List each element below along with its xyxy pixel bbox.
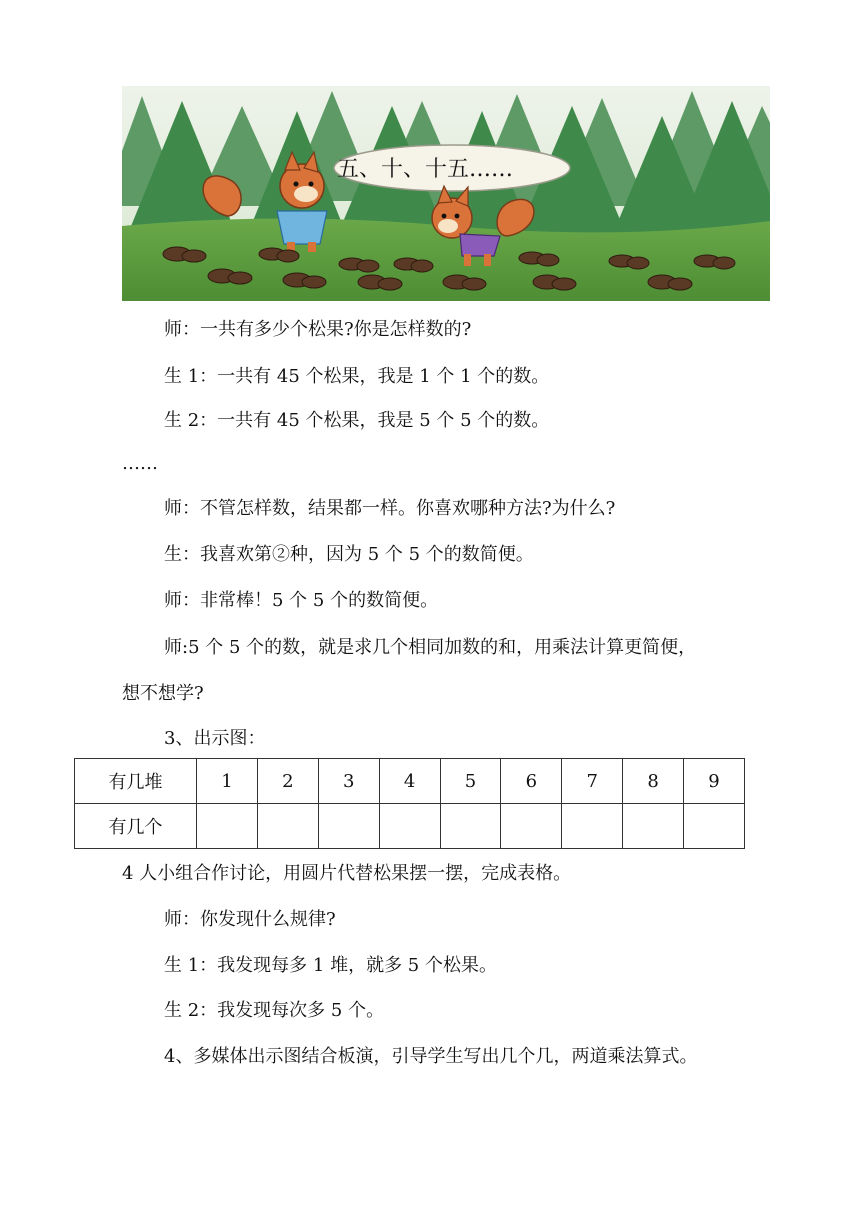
table-cell-empty: [623, 804, 684, 849]
table-cell-empty: [379, 804, 440, 849]
paragraph-multimedia-step: 4、多媒体出示图结合板演，引导学生写出几个几，两道乘法算式。: [164, 1046, 698, 1067]
forest-illustration: [122, 86, 770, 301]
table-cell: 4: [379, 759, 440, 804]
paragraph-student-preference: 生：我喜欢第②种，因为 5 个 5 个的数简便。: [164, 544, 534, 565]
table-cell-empty: [562, 804, 623, 849]
table-cell: 9: [684, 759, 745, 804]
table-cell: 3: [318, 759, 379, 804]
paragraph-show-figure: 3、出示图：: [164, 728, 266, 749]
paragraph-teacher-compare: 师：不管怎样数，结果都一样。你喜欢哪种方法?为什么?: [164, 498, 616, 519]
table-cell: 2: [257, 759, 318, 804]
paragraph-student2-pattern: 生 2：我发现每次多 5 个。: [164, 1000, 385, 1021]
paragraph-teacher-multiplication-cont: 想不想学?: [122, 683, 204, 704]
paragraph-teacher-multiplication: 师:5 个 5 个的数，就是求几个相同加数的和，用乘法计算更简便，: [164, 637, 697, 658]
pinecone-count-table: [74, 758, 745, 849]
table-cell: 8: [623, 759, 684, 804]
paragraph-ellipsis: ……: [122, 453, 158, 474]
table-cell-empty: [197, 804, 258, 849]
table-cell-empty: [257, 804, 318, 849]
table-cell-empty: [318, 804, 379, 849]
paragraph-student1-answer: 生 1：一共有 45 个松果，我是 1 个 1 个的数。: [164, 366, 550, 387]
table-cell: 6: [501, 759, 562, 804]
speech-bubble-text: 五、十、十五……: [337, 157, 514, 182]
table-row: [75, 759, 745, 804]
paragraph-student1-pattern: 生 1：我发现每多 1 堆，就多 5 个松果。: [164, 955, 497, 976]
table-cell-empty: [501, 804, 562, 849]
paragraph-teacher-pattern: 师：你发现什么规律?: [164, 909, 336, 930]
table-cell-empty: [684, 804, 745, 849]
paragraph-student2-answer: 生 2：一共有 45 个松果，我是 5 个 5 个的数。: [164, 410, 550, 431]
table-row: [75, 804, 745, 849]
table-cell: 7: [562, 759, 623, 804]
table-header-count: 有几个: [75, 804, 197, 849]
paragraph-teacher-praise: 师：非常棒！5 个 5 个的数简便。: [164, 590, 439, 611]
paragraph-group-task: 4 人小组合作讨论，用圆片代替松果摆一摆，完成表格。: [122, 863, 572, 884]
table-cell: 5: [440, 759, 501, 804]
speech-bubble: [334, 145, 570, 191]
table-cell-empty: [440, 804, 501, 849]
paragraph-teacher-question: 师：一共有多少个松果?你是怎样数的?: [164, 319, 472, 340]
table-cell: 1: [197, 759, 258, 804]
table-header-piles: 有几堆: [75, 759, 197, 804]
